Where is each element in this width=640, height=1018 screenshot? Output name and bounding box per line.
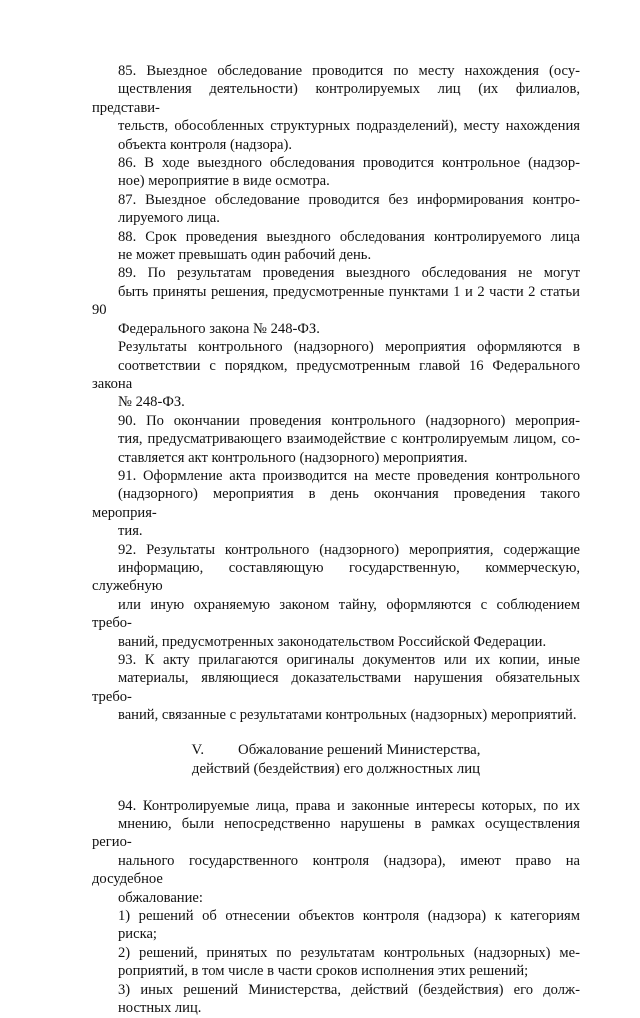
text-line: нального государственного контроля (надзора), имеют право на досудебное xyxy=(92,852,580,888)
text-line: материалы, являющиеся доказательствами нарушения обязательных требо- xyxy=(92,670,580,705)
paragraph-p92 xyxy=(92,541,580,651)
text-line: 87. Выездное обследование проводится без информирования контро- xyxy=(118,191,580,208)
section-heading xyxy=(92,741,580,779)
paragraph-p88 xyxy=(92,228,580,265)
paragraph-p86 xyxy=(92,154,580,191)
text-line: (надзорного) мероприятия в день окончания проведения такого мероприя- xyxy=(92,486,580,521)
paragraph-p94_2 xyxy=(92,944,580,981)
paragraph-p93 xyxy=(92,651,580,725)
text-line: обжалование: xyxy=(118,889,203,906)
text-line: быть приняты решения, предусмотренные пунктами 1 и 2 части 2 статьи 90 xyxy=(92,283,580,319)
text-line: или иную охраняемую законом тайну, оформляются с соблюдением требо- xyxy=(92,596,580,632)
document-body xyxy=(92,62,580,1018)
text-line: 1) решений об отнесении объектов контроля (надзора) к категориям xyxy=(118,908,580,925)
text-line: 93. К акту прилагаются оригиналы документов или их копии, иные xyxy=(118,652,580,668)
text-line: Федерального закона № 248-ФЗ. xyxy=(118,320,320,337)
text-line: лируемого лица. xyxy=(118,210,220,227)
text-line: 2) решений, принятых по результатам контрольных (надзорных) ме- xyxy=(118,944,580,961)
paragraph-p91 xyxy=(92,467,580,541)
section-number: V. xyxy=(191,741,205,758)
text-line: риска; xyxy=(118,926,157,943)
text-line: № 248-ФЗ. xyxy=(118,394,185,411)
text-line: 89. По результатам проведения выездного обследования не могут xyxy=(118,265,580,282)
text-line: ностных лиц. xyxy=(118,1000,202,1017)
text-line: ное) мероприятие в виде осмотра. xyxy=(118,173,330,190)
text-line: Результаты контрольного (надзорного) мероприятия оформляются в xyxy=(118,339,580,356)
text-line: ставляется акт контрольного (надзорного) мероприятия. xyxy=(118,449,468,466)
text-line: ществления деятельности) контролируемых лиц (их филиалов, представи- xyxy=(92,81,580,116)
text-line: тия. xyxy=(118,523,143,540)
text-line: 85. Выездное обследование проводится по месту нахождения (осу- xyxy=(118,63,580,79)
text-line: объекта контроля (надзора). xyxy=(118,136,293,153)
text-line: информацию, составляющую государственную, коммерческую, служебную xyxy=(92,559,580,595)
text-line: 90. По окончании проведения контрольного (надзорного) мероприя- xyxy=(118,412,580,429)
text-line: 94. Контролируемые лица, права и законные интересы которых, по их xyxy=(118,797,580,814)
text-line: 92. Результаты контрольного (надзорного) мероприятия, содержащие xyxy=(118,541,580,558)
text-line: тельств, обособленных структурных подразделений), месту нахождения xyxy=(118,118,580,135)
text-line: соответствии с порядком, предусмотренным главой 16 Федерального закона xyxy=(92,357,580,392)
paragraph-p89b xyxy=(92,338,580,412)
paragraph-p94 xyxy=(92,797,580,907)
paragraph-p87 xyxy=(92,191,580,228)
text-line: 86. В ходе выездного обследования проводится контрольное (надзор- xyxy=(118,155,580,172)
paragraph-p94_3 xyxy=(92,981,580,1018)
paragraph-p85 xyxy=(92,62,580,154)
text-line: ваний, связанные с результатами контрольных (надзорных) мероприятий. xyxy=(118,707,577,724)
section-title-line-1: Обжалование решений Министерства, xyxy=(238,741,481,758)
text-line: не может превышать один рабочий день. xyxy=(118,247,372,264)
section-heading-line-1 xyxy=(92,741,580,760)
text-line: 88. Срок проведения выездного обследования контролируемого лица xyxy=(118,228,580,245)
text-line: тия, предусматривающего взаимодействие с контролируемым лицом, со- xyxy=(118,431,580,448)
text-line: 91. Оформление акта производится на месте проведения контрольного xyxy=(118,467,580,484)
text-line: 3) иных решений Министерства, действий (бездействия) его долж- xyxy=(118,981,580,998)
paragraph-group-procedures xyxy=(92,62,580,725)
paragraph-p89 xyxy=(92,264,580,338)
text-line: ваний, предусмотренных законодательством Российской Федерации. xyxy=(118,633,547,650)
text-line: мнению, были непосредственно нарушены в рамках осуществления регио- xyxy=(92,816,580,851)
paragraph-group-appeals xyxy=(92,797,580,1018)
section-title-line-2: действий (бездействия) его должностных лиц xyxy=(191,760,481,777)
paragraph-p90 xyxy=(92,412,580,467)
paragraph-p94_1 xyxy=(92,907,580,944)
text-line: роприятий, в том числе в части сроков исполнения этих решений; xyxy=(118,963,529,980)
